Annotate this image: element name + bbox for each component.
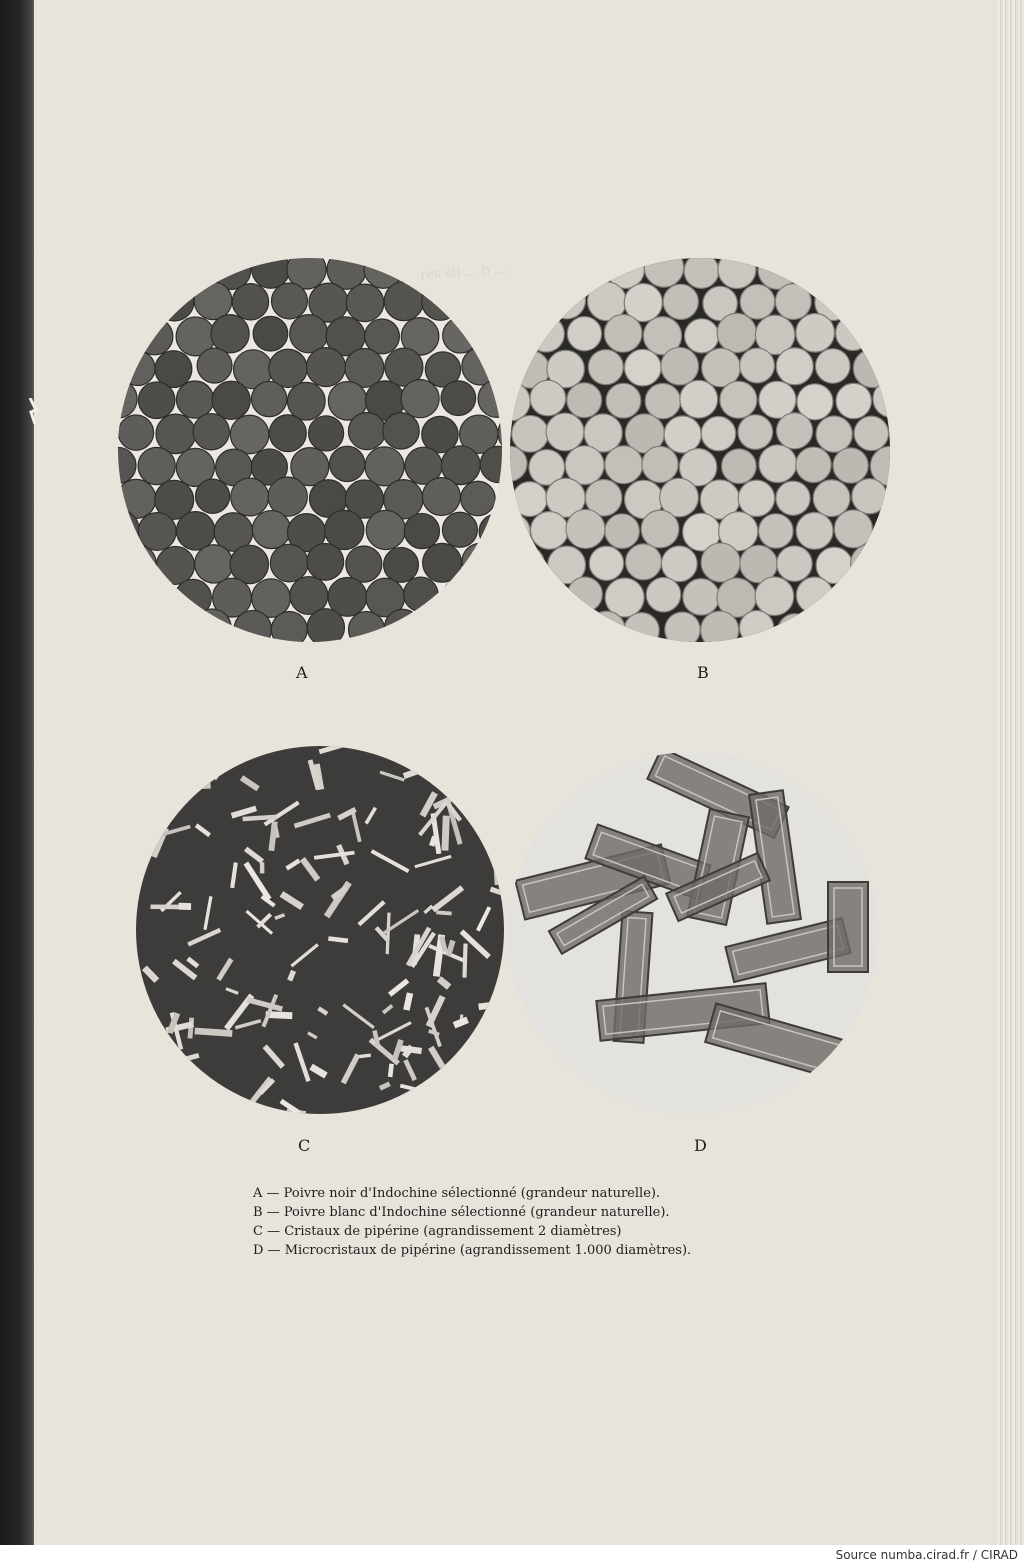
peppercorn: [252, 381, 287, 416]
peppercorn: [197, 348, 232, 383]
peppercorn: [641, 510, 679, 548]
peppercorn: [815, 349, 850, 384]
plate-b-white-pepper-photo: [510, 258, 890, 642]
white-pepper-image: [510, 258, 890, 642]
peppercorn: [270, 544, 308, 582]
peppercorn: [348, 413, 385, 450]
peppercorn: [776, 348, 813, 385]
peppercorn: [290, 315, 328, 353]
source-credit: Source numba.cirad.fr / CIRAD: [835, 1548, 1018, 1562]
plate-label-a: A: [296, 663, 309, 682]
peppercorn: [195, 545, 233, 583]
caption-a: A — Poivre noir d'Indochine sélectionné (grandeur naturelle).: [253, 1186, 661, 1201]
peppercorn: [816, 416, 852, 452]
page-edges: [998, 0, 1024, 1545]
peppercorn: [530, 512, 568, 550]
peppercorn: [796, 512, 833, 549]
peppercorn: [346, 546, 382, 582]
peppercorn: [776, 413, 812, 449]
peppercorn: [813, 480, 850, 517]
peppercorn: [231, 478, 269, 516]
peppercorn: [230, 545, 268, 583]
peppercorn: [366, 510, 405, 549]
peppercorn: [680, 380, 718, 418]
peppercorn: [138, 447, 175, 484]
peppercorn: [605, 514, 640, 549]
peppercorn: [606, 383, 641, 418]
peppercorn: [211, 315, 249, 353]
peppercorn: [646, 577, 681, 612]
peppercorn: [626, 544, 662, 580]
peppercorn: [664, 416, 701, 453]
peppercorn: [383, 413, 419, 449]
peppercorn: [546, 413, 584, 451]
peppercorn: [740, 348, 775, 383]
peppercorn: [717, 313, 756, 352]
plate-a-black-pepper-photo: [118, 258, 502, 642]
peppercorn: [759, 445, 797, 483]
peppercorn: [701, 416, 735, 450]
peppercorn: [685, 319, 719, 353]
peppercorn: [404, 513, 439, 548]
peppercorn: [661, 347, 699, 385]
caption-d: D — Microcristaux de pipérine (agrandissement 1.000 diamètres).: [253, 1243, 692, 1258]
peppercorn: [232, 284, 268, 320]
peppercorn: [738, 415, 773, 450]
needle-crystal: [178, 903, 191, 910]
page-tear-mark: [28, 398, 38, 424]
peppercorn: [566, 509, 605, 548]
peppercorn: [461, 481, 495, 515]
peppercorn: [530, 380, 566, 416]
peppercorn: [138, 382, 175, 419]
peppercorn: [701, 543, 740, 582]
peppercorn: [176, 512, 214, 550]
peppercorn: [118, 415, 153, 450]
peppercorn: [776, 481, 810, 515]
peppercorn: [796, 447, 831, 482]
peppercorn: [287, 382, 325, 420]
peppercorn: [836, 383, 871, 418]
peppercorn: [346, 284, 384, 322]
peppercorn: [271, 283, 307, 319]
peppercorn: [176, 381, 213, 418]
peppercorn: [212, 381, 250, 419]
peppercorn: [307, 543, 344, 580]
black-pepper-image: [118, 258, 502, 642]
book-page: [34, 0, 1001, 1545]
plate-c-piperine-crystals-photo: [136, 746, 504, 1114]
peppercorn: [604, 314, 642, 352]
peppercorn: [683, 579, 720, 616]
peppercorn: [195, 479, 229, 513]
peppercorn: [738, 480, 774, 516]
peppercorn: [759, 514, 794, 549]
peppercorn: [740, 284, 775, 319]
microcrystals-image: [508, 752, 878, 1114]
peppercorn: [422, 478, 460, 516]
peppercorn: [665, 612, 700, 642]
peppercorn: [589, 546, 623, 580]
peppercorn: [624, 349, 661, 386]
peppercorn: [720, 381, 757, 418]
peppercorn: [230, 415, 268, 453]
peppercorn: [642, 446, 678, 482]
peppercorn: [401, 380, 439, 418]
peppercorn: [269, 415, 306, 452]
peppercorn: [193, 414, 229, 450]
peppercorn: [306, 348, 345, 387]
needle-crystal: [441, 816, 449, 851]
peppercorn: [384, 547, 419, 582]
needle-crystal: [150, 904, 180, 909]
peppercorn: [512, 415, 549, 452]
peppercorn: [684, 258, 719, 288]
peppercorn: [777, 546, 813, 582]
caption-c: C — Cristaux de pipérine (agrandissement 2 diamètres): [253, 1224, 622, 1239]
plate-d-piperine-microcrystals-photo: [508, 752, 878, 1114]
figure-captions: [253, 1184, 773, 1260]
peppercorn: [796, 313, 835, 352]
peppercorn: [253, 316, 288, 351]
caption-b: B — Poivre blanc d'Indochine sélectionné (grandeur naturelle).: [253, 1205, 670, 1220]
peppercorn: [309, 416, 344, 451]
peppercorn: [330, 446, 365, 481]
peppercorn: [701, 611, 739, 642]
peppercorn: [442, 512, 477, 547]
peppercorn: [722, 449, 757, 484]
peppercorn: [567, 317, 601, 351]
peppercorn: [588, 350, 623, 385]
peppercorn: [307, 609, 344, 642]
plate-label-c: C: [298, 1136, 312, 1155]
peppercorn: [755, 577, 794, 616]
peppercorn: [365, 319, 400, 354]
peppercorn: [854, 416, 888, 450]
peppercorn: [605, 446, 643, 484]
bleed-through-text: res sti ... b ...: [419, 262, 507, 283]
plate-label-b: B: [697, 663, 710, 682]
crystals-image: [136, 746, 504, 1114]
peppercorn: [833, 448, 868, 483]
peppercorn: [645, 383, 681, 419]
peppercorn: [271, 611, 307, 642]
peppercorn: [661, 546, 697, 582]
peppercorn: [663, 284, 698, 319]
peppercorn: [567, 383, 602, 418]
needle-crystal: [260, 862, 265, 873]
peppercorn: [138, 513, 176, 551]
peppercorn: [252, 511, 290, 549]
plate-label-d: D: [694, 1136, 708, 1155]
peppercorn: [441, 381, 476, 416]
